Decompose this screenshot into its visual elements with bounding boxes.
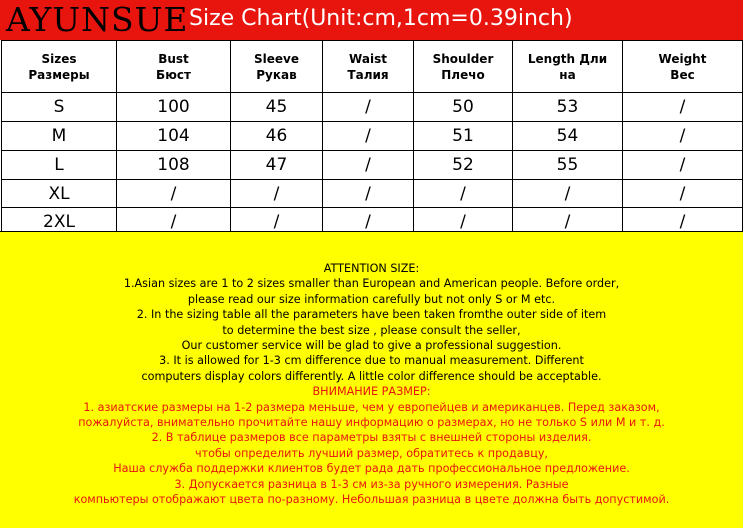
note-line-ru: 2. В таблице размеров все параметры взяты с внешней стороны изделия. (151, 431, 592, 445)
column-header-ru: на (559, 67, 576, 82)
brand-logo: AYUNSUE (6, 0, 189, 39)
table-cell: 2XL (2, 208, 117, 236)
notes-text (0, 261, 743, 508)
table-cell: 54 (513, 122, 623, 151)
table-cell: / (623, 208, 743, 236)
table-cell: M (2, 122, 117, 151)
note-line-en: ATTENTION SIZE: (323, 262, 420, 275)
column-header-sleeve (231, 41, 323, 93)
table-cell: / (117, 208, 231, 236)
note-line-en: 3. It is allowed for 1-3 cm difference due to manual measurement. Different (159, 354, 584, 368)
column-header-sizes (2, 41, 117, 93)
table-cell: 51 (414, 122, 513, 151)
table-cell: 100 (117, 93, 231, 122)
table-cell: 104 (117, 122, 231, 151)
column-header-en: Waist (349, 51, 387, 66)
column-header-ru: Рукав (256, 67, 297, 82)
note-line-en: to determine the best size , please consult the seller, (222, 323, 521, 337)
table-header-row (2, 41, 743, 93)
column-header-length (513, 41, 623, 93)
column-header-weight (623, 41, 743, 93)
note-line-ru: пожалуйста, внимательно прочитайте нашу информацию о размерах, но не только S или M и т. д. (78, 416, 665, 430)
table-cell: / (323, 151, 414, 180)
table-cell: 45 (231, 93, 323, 122)
note-line-ru: компьютеры отображают цвета по-разному. Небольшая разница в цвете должна быть допустимой. (73, 493, 670, 507)
table-cell: XL (2, 180, 117, 208)
column-header-en: Weight (658, 51, 707, 66)
table-cell: / (117, 180, 231, 208)
table-cell: / (513, 208, 623, 236)
table-cell: / (623, 180, 743, 208)
column-header-en: Bust (158, 51, 189, 66)
column-header-en: Sizes (41, 51, 77, 66)
note-line-ru: 1. азиатские размеры на 1-2 размера меньше, чем у европейцев и американцев. Перед заказом, (83, 400, 660, 414)
table-row (2, 151, 743, 180)
note-line-ru: чтобы определить лучший размер, обратитесь к продавцу, (194, 446, 548, 460)
table-cell: 50 (414, 93, 513, 122)
table-cell: / (231, 180, 323, 208)
table-cell: / (323, 122, 414, 151)
table-cell: 53 (513, 93, 623, 122)
table-cell: / (231, 208, 323, 236)
column-header-en: Length Дли (527, 51, 608, 66)
column-header-ru: Вес (670, 67, 695, 82)
header-bar (0, 0, 743, 40)
note-line-ru: 3. Допускается разница в 1-3 см из-за ручного измерения. Разные (174, 477, 569, 491)
table-cell: S (2, 93, 117, 122)
table-row (2, 180, 743, 208)
note-line-ru: Наша служба поддержки клиентов будет рада дать профессиональное предложение. (113, 462, 630, 476)
column-header-en: Sleeve (254, 51, 299, 66)
table-cell: 108 (117, 151, 231, 180)
note-line-en: Our customer service will be glad to give a professional suggestion. (181, 339, 562, 353)
table-cell: 52 (414, 151, 513, 180)
column-header-ru: Талия (347, 67, 389, 82)
note-line-en: 1.Asian sizes are 1 to 2 sizes smaller than European and American people. Before order, (123, 277, 620, 291)
table-cell: 55 (513, 151, 623, 180)
note-line-en: computers display colors differently. A little color difference should be acceptable. (141, 369, 602, 383)
table-row (2, 93, 743, 122)
table-cell: / (323, 208, 414, 236)
column-header-waist (323, 41, 414, 93)
table-row (2, 122, 743, 151)
table-cell: 46 (231, 122, 323, 151)
table-cell: / (414, 180, 513, 208)
table-cell: / (323, 180, 414, 208)
column-header-ru: Бюст (156, 67, 191, 82)
table-cell: / (414, 208, 513, 236)
table-cell: / (513, 180, 623, 208)
table-cell: / (623, 151, 743, 180)
size-chart-title: Size Chart(Unit:cm,1cm=0.39inch) (189, 6, 573, 31)
size-table (1, 40, 743, 236)
table-cell: / (323, 93, 414, 122)
column-header-ru: Размеры (28, 67, 90, 82)
column-header-bust (117, 41, 231, 93)
note-line-en: please read our size information carefully but not only S or M etc. (187, 292, 556, 306)
table-cell: 47 (231, 151, 323, 180)
table-cell: / (623, 122, 743, 151)
table-cell: L (2, 151, 117, 180)
note-line-en: 2. In the sizing table all the parameters have been taken fromthe outer side of item (136, 308, 607, 322)
attention-notes-panel (0, 231, 743, 528)
table-cell: / (623, 93, 743, 122)
column-header-ru: Плечо (441, 67, 485, 82)
column-header-shoulder (414, 41, 513, 93)
column-header-en: Shoulder (432, 51, 494, 66)
note-line-ru: ВНИМАНИЕ РАЗМЕР: (312, 385, 431, 399)
